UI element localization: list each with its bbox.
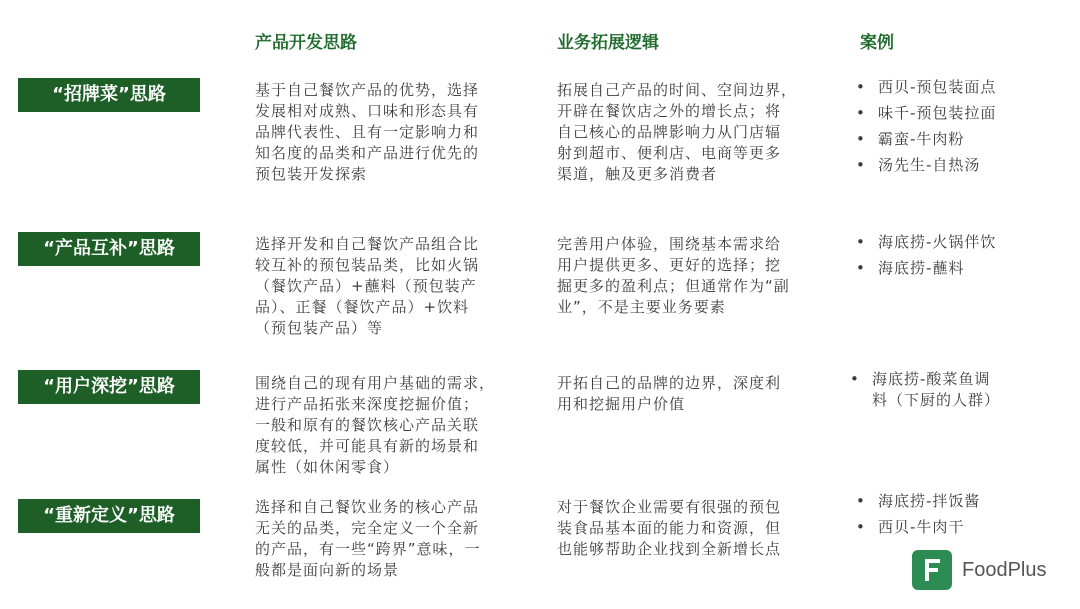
list-item: • 海底捞-拌饭酱 <box>856 491 980 512</box>
f-logo-icon <box>912 550 952 590</box>
header-business-logic: 业务拓展逻辑 <box>557 33 659 53</box>
list-item: • 霸蛮-牛肉粉 <box>856 129 996 150</box>
row-3-product-text: 围绕自己的现有用户基础的需求， 进行产品拓张来深度挖掘价值； 一般和原有的餐饮核心产品关联 度较低，并可能具有新的场景和 属性（如休闲零食） <box>255 374 496 476</box>
row-3-business-text: 开拓自己的品牌的边界，深度利 用和挖掘用户价值 <box>557 374 782 413</box>
foodplus-logo <box>912 550 1047 590</box>
list-item: • 海底捞-酸菜鱼调 料（下厨的人群） <box>850 369 1000 411</box>
list-item: • 海底捞-火锅伴饮 <box>856 232 996 253</box>
row-3-cases-list <box>850 369 1000 416</box>
header-product-development: 产品开发思路 <box>255 33 357 53</box>
row-2-product-text: 选择开发和自己餐饮产品组合比 较互补的预包装品类，比如火锅 （餐饮产品）+蘸料（预包装产 品）、正餐（餐饮产品）+饮料 （预包装产品）等 <box>255 235 480 337</box>
row-label-product-complement: “产品互补”思路 <box>18 232 200 266</box>
row-2-business-text: 完善用户体验，围绕基本需求给 用户提供更多、更好的选择；挖 掘更多的盈利点；但通常作为“副 业”，不是主要业务要素 <box>557 235 790 316</box>
row-4-business-text: 对于餐饮企业需要有很强的预包 装食品基本面的能力和资源，但 也能够帮助企业找到全新增长点 <box>557 498 782 558</box>
row-2-cases-list <box>856 232 996 284</box>
row-4-cases-list <box>856 491 980 543</box>
row-4-product-text: 选择和自己餐饮业务的核心产品 无关的品类，完全定义一个全新 的产品，有一些“跨界”意味，一 般都是面向新的场景 <box>255 498 481 579</box>
header-cases: 案例 <box>860 33 894 53</box>
list-item: • 味千-预包装拉面 <box>856 103 996 124</box>
row-1-product-text: 基于自己餐饮产品的优势，选择 发展相对成熟、口味和形态具有 品牌代表性、且有一定影响力和 知名度的品类和产品进行优先的 预包装开发探索 <box>255 81 480 183</box>
row-1-business-text: 拓展自己产品的时间、空间边界， 开辟在餐饮店之外的增长点；将 自己核心的品牌影响力从门店辐 射到超市、便利店、电商等更多 渠道，触及更多消费者 <box>557 81 798 183</box>
row-label-user-deepening: “用户深挖”思路 <box>18 370 200 404</box>
row-label-signature-dish: “招牌菜”思路 <box>18 78 200 112</box>
row-1-cases-list <box>856 77 996 181</box>
row-label-redefine: “重新定义”思路 <box>18 499 200 533</box>
list-item: • 西贝-牛肉干 <box>856 517 980 538</box>
logo-text: FoodPlus <box>962 558 1047 581</box>
list-item: • 海底捞-蘸料 <box>856 258 996 279</box>
list-item: • 汤先生-自热汤 <box>856 155 996 176</box>
list-item: • 西贝-预包装面点 <box>856 77 996 98</box>
